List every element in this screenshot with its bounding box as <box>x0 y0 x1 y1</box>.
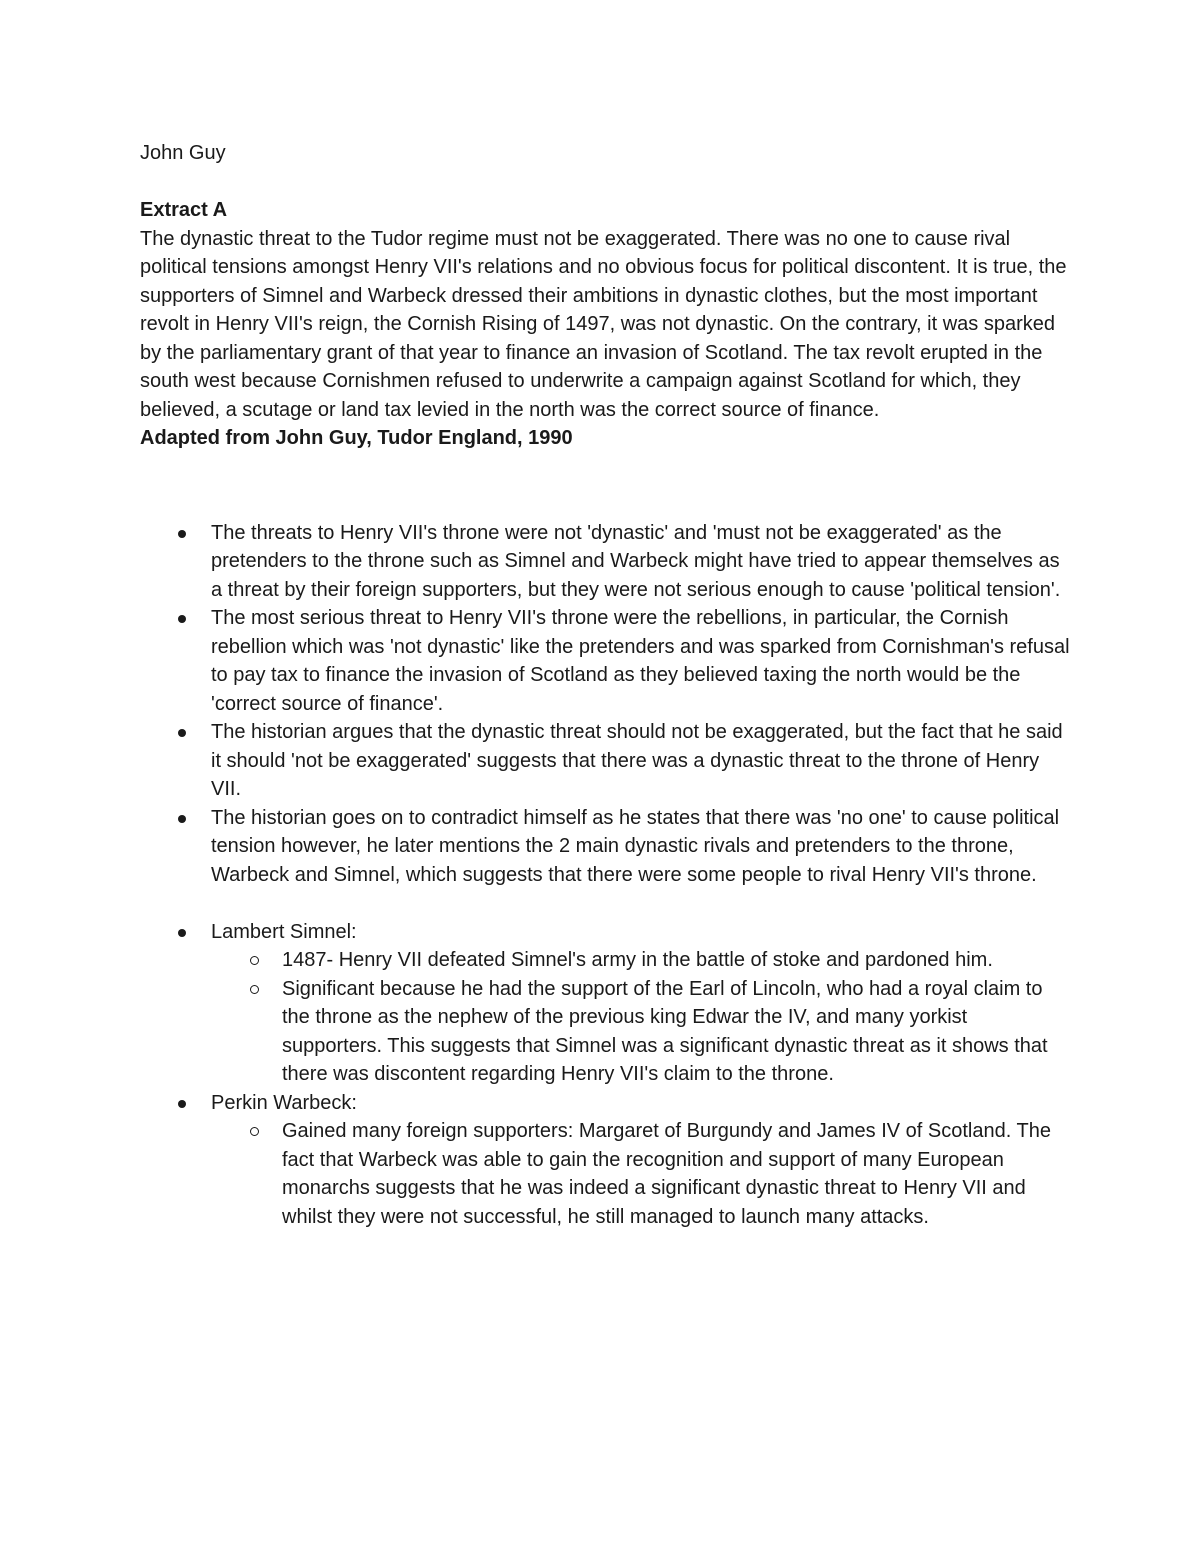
bullet-icon <box>178 729 186 737</box>
analysis-point-text: The historian argues that the dynastic threat should not be exaggerated, but the fact that he said it should 'not be exaggerated' suggests that there was a dynastic threat to the throne of Henry VII. <box>211 721 1063 800</box>
analysis-point-text: The most serious threat to Henry VII's throne were the rebellions, in particular, the Cornish rebellion which was 'not dynastic' like the pretenders and was sparked from Cornishman's refusal to pay tax to finance the invasion of Scotland as they believed taxing the north would be the 'correct source of finance'. <box>211 607 1070 715</box>
bullet-icon <box>178 1100 186 1108</box>
analysis-list <box>140 519 1070 890</box>
extract-body: The dynastic threat to the Tudor regime must not be exaggerated. There was no one to cause rival political tensions amongst Henry VII's relations and no obvious focus for political discontent. It is true, the supporters of Simnel and Warbeck dressed their ambitions in dynastic clothes, but the most important revolt in Henry VII's reign, the Cornish Rising of 1497, was not dynastic. On the contrary, it was sparked by the parliamentary grant of that year to finance an invasion of Scotland. The tax revolt erupted in the south west because Cornishmen refused to underwrite a campaign against Scotland for which, they believed, a scutage or land tax levied in the north was the correct source of finance. <box>140 227 1067 421</box>
bullet-icon <box>178 815 186 823</box>
blank-gap <box>140 453 1070 519</box>
analysis-point-text: The historian goes on to contradict himself as he states that there was 'no one' to cause political tension however, he later mentions the 2 main dynastic rivals and pretenders to the throne, Warbeck and Simnel, which suggests that there were some people to rival Henry VII's throne. <box>211 806 1060 886</box>
analysis-point <box>140 519 1070 605</box>
hollow-bullet-icon <box>250 1127 259 1136</box>
pretender-name: Lambert Simnel: <box>211 920 357 943</box>
author-name: John Guy <box>140 142 226 164</box>
pretender-note <box>211 1117 1070 1231</box>
pretenders-list <box>140 918 1070 1232</box>
hollow-bullet-icon <box>250 956 259 965</box>
pretender-note <box>211 975 1070 1089</box>
pretender-note <box>211 946 1070 975</box>
pretender-item <box>140 1089 1070 1232</box>
pretender-notes <box>211 946 1070 1089</box>
bullet-icon <box>178 615 186 623</box>
hollow-bullet-icon <box>250 985 259 994</box>
pretender-notes <box>211 1117 1070 1231</box>
pretender-note-text: Gained many foreign supporters: Margaret of Burgundy and James IV of Scotland. The fact that Warbeck was able to gain the recognition and support of many European monarchs suggests that he was indeed a significant dynastic threat to Henry VII and whilst they were not successful, he still managed to launch many attacks. <box>282 1120 1051 1228</box>
pretender-note-text: 1487- Henry VII defeated Simnel's army in the battle of stoke and pardoned him. <box>282 949 993 971</box>
bullet-icon <box>178 530 186 538</box>
analysis-point-text: The threats to Henry VII's throne were not 'dynastic' and 'must not be exaggerated' as the pretenders to the throne such as Simnel and Warbeck might have tried to appear themselves as a threat by their foreign supporters, but they were not serious enough to cause 'political tension'. <box>211 521 1061 601</box>
extract-heading: Extract A <box>140 199 228 221</box>
extract-source: Adapted from John Guy, Tudor England, 1990 <box>140 427 573 449</box>
bullet-icon <box>178 929 186 937</box>
blank-line <box>140 889 1070 918</box>
pretender-name: Perkin Warbeck: <box>211 1091 357 1114</box>
analysis-point <box>140 804 1070 890</box>
analysis-point <box>140 604 1070 718</box>
pretender-note-text: Significant because he had the support of the Earl of Lincoln, who had a royal claim to the throne as the nephew of the previous king Edwar the IV, and many yorkist supporters. This suggests that Simnel was a significant dynastic threat as it shows that there was discontent regarding Henry VII's claim to the throne. <box>282 977 1048 1085</box>
analysis-point <box>140 718 1070 804</box>
pretender-item <box>140 918 1070 1089</box>
blank-line <box>140 168 1070 197</box>
document-content <box>140 139 1070 1231</box>
